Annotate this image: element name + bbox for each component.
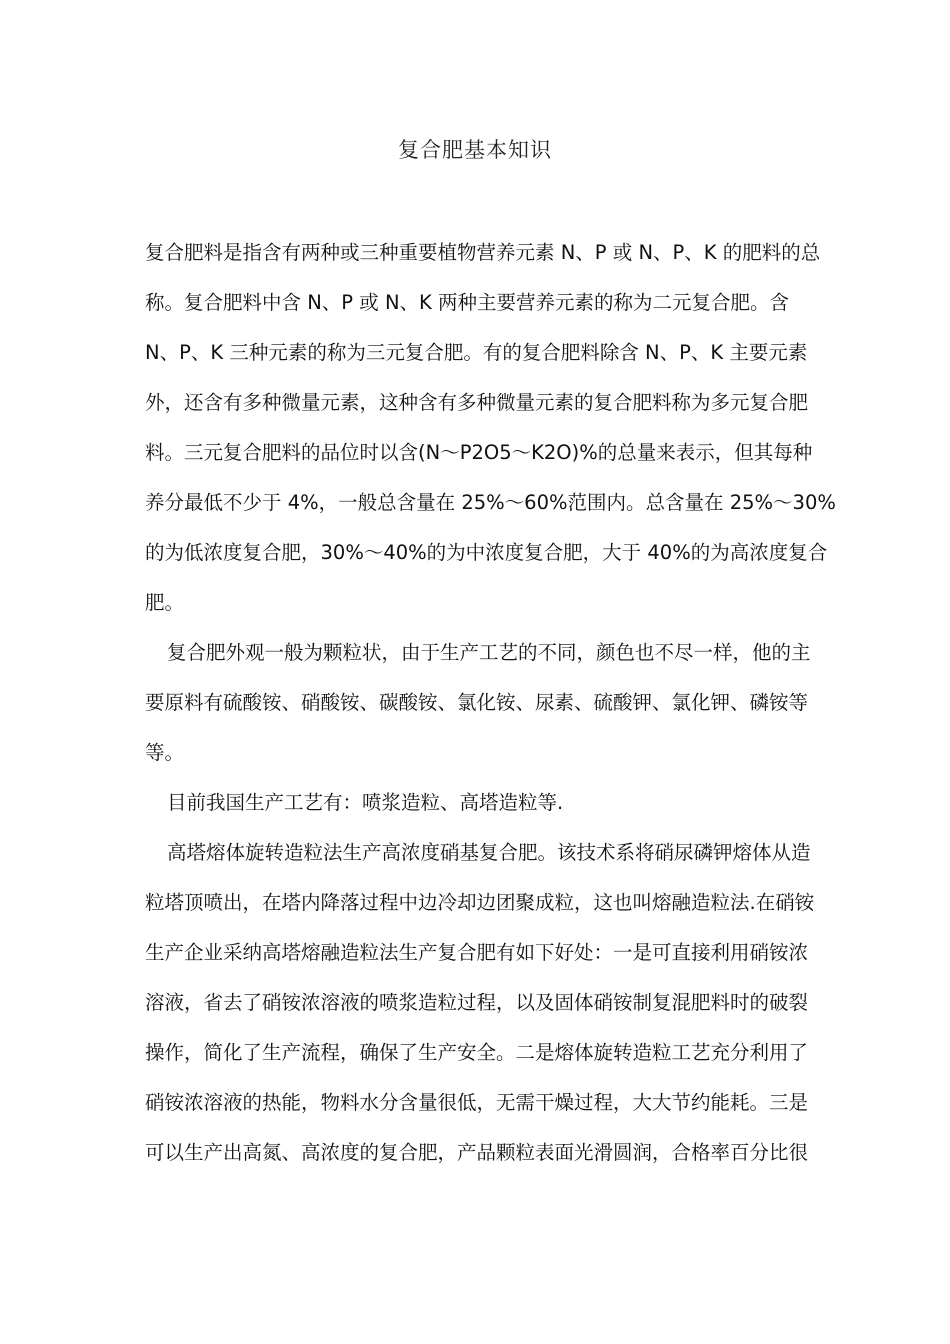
text-line: 可以生产出高氮、高浓度的复合肥，产品颗粒表面光滑圆润，合格率百分比很 [145, 1141, 809, 1164]
text-line: 复合肥料是指含有两种或三种重要植物营养元素 N、P 或 N、P、K 的肥料的总 [145, 241, 821, 264]
text-line: 生产企业采纳高塔熔融造粒法生产复合肥有如下好处：一是可直接利用硝铵浓 [145, 941, 809, 964]
text-line: 料。三元复合肥料的品位时以含(N～P2O5～K2O)%的总量来表示，但其每种 [145, 441, 813, 464]
text-line: 复合肥外观一般为颗粒状，由于生产工艺的不同，颜色也不尽一样，他的主 [167, 641, 811, 664]
text-line: 称。复合肥料中含 N、P 或 N、K 两种主要营养元素的称为二元复合肥。含 [145, 291, 790, 314]
paragraph [145, 778, 805, 828]
text-line: 粒塔顶喷出，在塔内降落过程中边冷却边团聚成粒，这也叫熔融造粒法.在硝铵 [145, 891, 815, 914]
paragraph [145, 828, 815, 1178]
text-line: 外，还含有多种微量元素，这种含有多种微量元素的复合肥料称为多元复合肥 [145, 391, 809, 414]
text-line: 要原料有硫酸铵、硝酸铵、碳酸铵、氯化铵、尿素、硫酸钾、氯化钾、磷铵等 [145, 691, 809, 714]
text-line: 硝铵浓溶液的热能，物料水分含量很低，无需干燥过程，大大节约能耗。三是 [145, 1091, 809, 1114]
document-body [145, 228, 836, 1178]
text-line: 等。 [145, 741, 185, 764]
text-line: N、P、K 三种元素的称为三元复合肥。有的复合肥料除含 N、P、K 主要元素 [145, 341, 808, 364]
text-line: 肥。 [145, 591, 185, 614]
text-line: 操作，简化了生产流程，确保了生产安全。二是熔体旋转造粒工艺充分利用了 [145, 1041, 809, 1064]
paragraph [145, 628, 811, 778]
document-title: 复合肥基本知识 [398, 138, 552, 162]
paragraph [145, 228, 836, 628]
text-line: 的为低浓度复合肥，30%～40%的为中浓度复合肥，大于 40%的为高浓度复合 [145, 541, 828, 564]
text-line: 高塔熔体旋转造粒法生产高浓度硝基复合肥。该技术系将硝尿磷钾熔体从造 [167, 841, 811, 864]
text-line: 溶液，省去了硝铵浓溶液的喷浆造粒过程，以及固体硝铵制复混肥料时的破裂 [145, 991, 809, 1014]
text-line: 目前我国生产工艺有：喷浆造粒、高塔造粒等. [167, 791, 564, 814]
text-line: 养分最低不少于 4%，一般总含量在 25%～60%范围内。总含量在 25%～30% [145, 491, 836, 514]
